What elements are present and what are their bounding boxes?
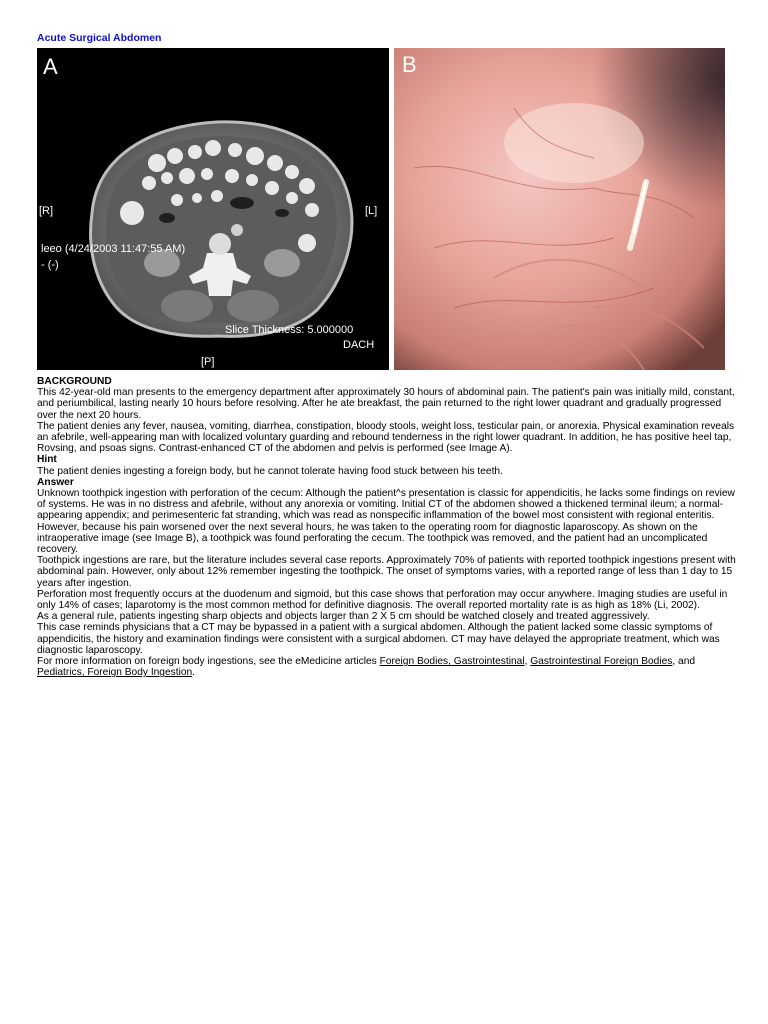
more-info-paragraph (37, 656, 737, 678)
case-text (37, 376, 737, 678)
answer-paragraph-1: Unknown toothpick ingestion with perforation of the cecum: Although the patient^s presentation is classic for appendicitis, he lacks some findings on review of systems. He was in no distress and afebrile, without any anorexia or vomiting. Initial CT of the abdomen showed a thickened terminal ileum; a normal-appearing appendix; and perimesenteric fat stranding, which was read as nonspecific inflammation of the bowel most consistent with regional enteritis. However, because his pain worsened over the next several hours, he was taken to the operating room for diagnostic laparoscopy. As shown on the intraoperative image (see Image B), a toothpick was found perforating the cecum. The toothpick was removed, and the patient had an uncomplicated recovery. (37, 488, 735, 556)
link-foreign-bodies-gastrointestinal[interactable]: Foreign Bodies, Gastrointestinal (379, 656, 525, 668)
site-label: DACH (343, 339, 375, 351)
end-period: . (192, 667, 196, 679)
link-pediatrics-foreign-body-ingestion[interactable]: Pediatrics, Foreign Body Ingestion (37, 667, 193, 679)
hint-heading: Hint (37, 454, 57, 466)
ct-scan-image (37, 48, 389, 370)
image-b-letter: B (402, 52, 417, 77)
page-title: Acute Surgical Abdomen (37, 32, 162, 44)
more-info-prefix: For more information on foreign body ingestions, see the eMedicine articles (37, 656, 380, 668)
slice-thickness: Slice Thickness: 5.000000 (225, 324, 354, 336)
answer-paragraph-5: This case reminds physicians that a CT may be bypassed in a patient with a surgical abdomen. Although the patient lacked some classic symptoms of appendicitis, the history and examination findings were consistent with a surgical abdomen. CT may have delayed the appropriate treatment, which was diagnostic laparoscopy. (37, 622, 720, 656)
answer-paragraph-2: Toothpick ingestions are rare, but the literature includes several case reports. Approximately 70% of patients with reported toothpick ingestions present with abdominal pain. However, only about 12% remember ingesting the toothpick. The onset of symptoms varies, with a reported range of less than 1 day to 15 years after ingestion. (37, 555, 736, 589)
answer-heading: Answer (37, 476, 74, 488)
answer-paragraph-3: Perforation most frequently occurs at the duodenum and sigmoid, but this case shows that perforation may occur anywhere. Imaging studies are useful in only 14% of cases; laparotomy is the most common method for definitive diagnosis. The overall reported mortality rate is as high as 18% (Li, 2002). (37, 588, 728, 612)
scan-stamp: leeo (4/24/2003 11:47:55 AM) (41, 243, 186, 255)
laparoscopy-graphic (394, 48, 725, 370)
left-marker: [L] (365, 205, 378, 217)
posterior-marker: [P] (201, 356, 215, 368)
separator-2: , and (672, 656, 696, 668)
background-paragraph-1: This 42-year-old man presents to the emergency department after approximately 30 hours of abdominal pain. The patient's pain was initially mild, constant, and periumbilical, lasting nearly 10 hours before resolving. After he ate breakfast, the pain returned to the right lower quadrant and gradually progressed over the next 20 hours. (37, 387, 735, 421)
separator-1: , (524, 656, 531, 668)
right-marker: [R] (39, 205, 54, 217)
image-a-letter: A (43, 54, 58, 79)
background-heading: BACKGROUND (37, 376, 112, 387)
link-gastrointestinal-foreign-bodies[interactable]: Gastrointestinal Foreign Bodies (530, 656, 673, 668)
answer-paragraph-4: As a general rule, patients ingesting sharp objects and objects larger than 2 X 5 cm should be watched closely and treated aggressively. (37, 611, 650, 623)
scan-stamp-2: - (-) (41, 259, 59, 271)
ct-scan-graphic (37, 48, 389, 370)
background-paragraph-2: The patient denies any fever, nausea, vomiting, diarrhea, constipation, bloody stools, weight loss, testicular pain, or anorexia. Physical examination reveals an afebrile, well-appearing man with localized voluntary guarding and rebound tenderness in the right lower quadrant. In addition, he has positive heel tap, Rovsing, and psoas signs. Contrast-enhanced CT of the abdomen and pelvis is performed (see Image A). (37, 420, 735, 455)
hint-paragraph: The patient denies ingesting a foreign body, but he cannot tolerate having food stuck between his teeth. (37, 465, 503, 477)
laparoscopy-image (394, 48, 725, 370)
